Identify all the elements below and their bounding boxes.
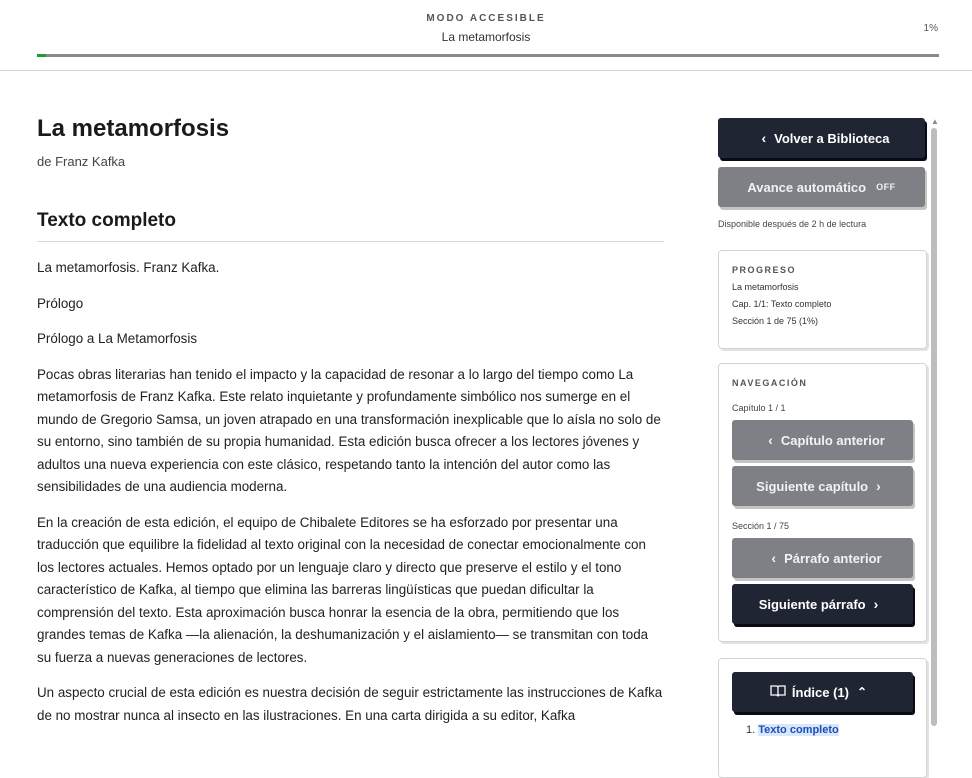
auto-advance-state: OFF (876, 182, 896, 192)
next-paragraph-button[interactable] (732, 584, 913, 624)
previous-paragraph-label: Párrafo anterior (784, 550, 882, 566)
index-card (718, 658, 927, 778)
index-item-number: 1. (746, 724, 756, 736)
reading-progress-fill (37, 54, 46, 57)
next-chapter-button[interactable] (732, 466, 913, 506)
sidebar-scrollbar[interactable] (931, 118, 937, 726)
next-chapter-label: Siguiente capítulo (756, 478, 869, 494)
navigation-card-label: NAVEGACIÓN (732, 378, 808, 388)
chevron-left-icon: ‹ (761, 130, 767, 146)
progress-percent: 1% (923, 23, 938, 34)
progress-book: La metamorfosis (732, 282, 799, 292)
paragraph: Un aspecto crucial de esta edición es nuestra decisión de seguir estrictamente las instrucciones de Kafka de no mostrar nunca al insecto en las ilustraciones. En una carta dirigida a su editor, Kafka (37, 685, 663, 723)
book-title: La metamorfosis (37, 115, 230, 142)
auto-advance-label: Avance automático (747, 179, 867, 195)
section-counter: Sección 1 / 75 (732, 521, 790, 531)
chapter-counter: Capítulo 1 / 1 (732, 403, 786, 413)
scroll-up-arrow-icon[interactable]: ▲ (931, 117, 939, 126)
chevron-right-icon: › (873, 596, 879, 612)
accessible-mode-label: MODO ACCESIBLE (426, 13, 546, 24)
reading-progress-bar (37, 54, 939, 57)
header-book-title: La metamorfosis (441, 30, 531, 44)
progress-chapter: Cap. 1/1: Texto completo (732, 299, 832, 309)
auto-advance-toggle[interactable] (718, 167, 925, 207)
chevron-left-icon: ‹ (771, 550, 777, 566)
auto-advance-note: Disponible después de 2 h de lectura (718, 219, 867, 229)
index-item-link[interactable]: Texto completo (758, 724, 839, 736)
paragraph: La metamorfosis. Franz Kafka. (37, 260, 220, 275)
chevron-left-icon: ‹ (768, 432, 773, 448)
index-toggle-label: Índice (1) (791, 684, 849, 700)
scrollbar-thumb[interactable] (931, 128, 937, 726)
back-to-library-button[interactable] (718, 118, 925, 158)
progress-card-label: PROGRESO (732, 265, 797, 275)
previous-chapter-label: Capítulo anterior (780, 432, 885, 448)
progress-section: Sección 1 de 75 (1%) (732, 316, 819, 326)
chevron-up-icon: ⌃ (857, 685, 868, 699)
chevron-right-icon: › (876, 478, 881, 494)
reader-content (37, 115, 664, 740)
book-icon (770, 684, 786, 700)
paragraph: Pocas obras literarias han tenido el impacto y la capacidad de resonar a lo largo del tiempo como La metamorfosis de Franz Kafka. Este relato inquietante y profundamente simbólico nos sumerge en el mundo de Gregorio Samsa, un joven atrapado en una transformación inexplicable que lo aísla no solo de su entorno, sino también de su propia humanidad. Esta edición busca ofrecer a los lectores jóvenes y adultos una nueva experiencia con este clásico, respetando tanto la intención del autor como las sensibilidades de una audiencia moderna. (37, 366, 661, 494)
sidebar (718, 118, 927, 778)
next-paragraph-label: Siguiente párrafo (758, 596, 866, 612)
section-title: Texto completo (37, 210, 664, 242)
book-author: de Franz Kafka (37, 154, 126, 169)
paragraph: Prólogo (37, 295, 84, 311)
previous-chapter-button[interactable] (732, 420, 913, 460)
paragraph: Prólogo a La Metamorfosis (37, 331, 198, 346)
top-bar (0, 0, 972, 71)
index-toggle-button[interactable] (732, 672, 913, 712)
paragraph: En la creación de esta edición, el equipo de Chibalete Editores se ha esforzado por presentar una traducción que equilibre la fidelidad al texto original con la necesidad de conectar emocionalmente con los lectores actuales. Hemos optado por un lenguaje claro y directo que preserve el estilo y el tono característico de Kafka, al tiempo que elimina las barreras lingüísticas que puedan dificultar la comprensión del texto. Esta aproximación busca honrar la esencia de la obra, permitiendo que los grandes temas de Kafka —la alienación, la deshumanización y el aislamiento— se transmitan con toda su fuerza a nuevas generaciones de lectores. (37, 514, 649, 665)
text-body (37, 257, 664, 727)
previous-paragraph-button[interactable] (732, 538, 913, 578)
back-to-library-label: Volver a Biblioteca (774, 130, 890, 146)
navigation-card (718, 363, 927, 642)
progress-card (718, 250, 927, 349)
